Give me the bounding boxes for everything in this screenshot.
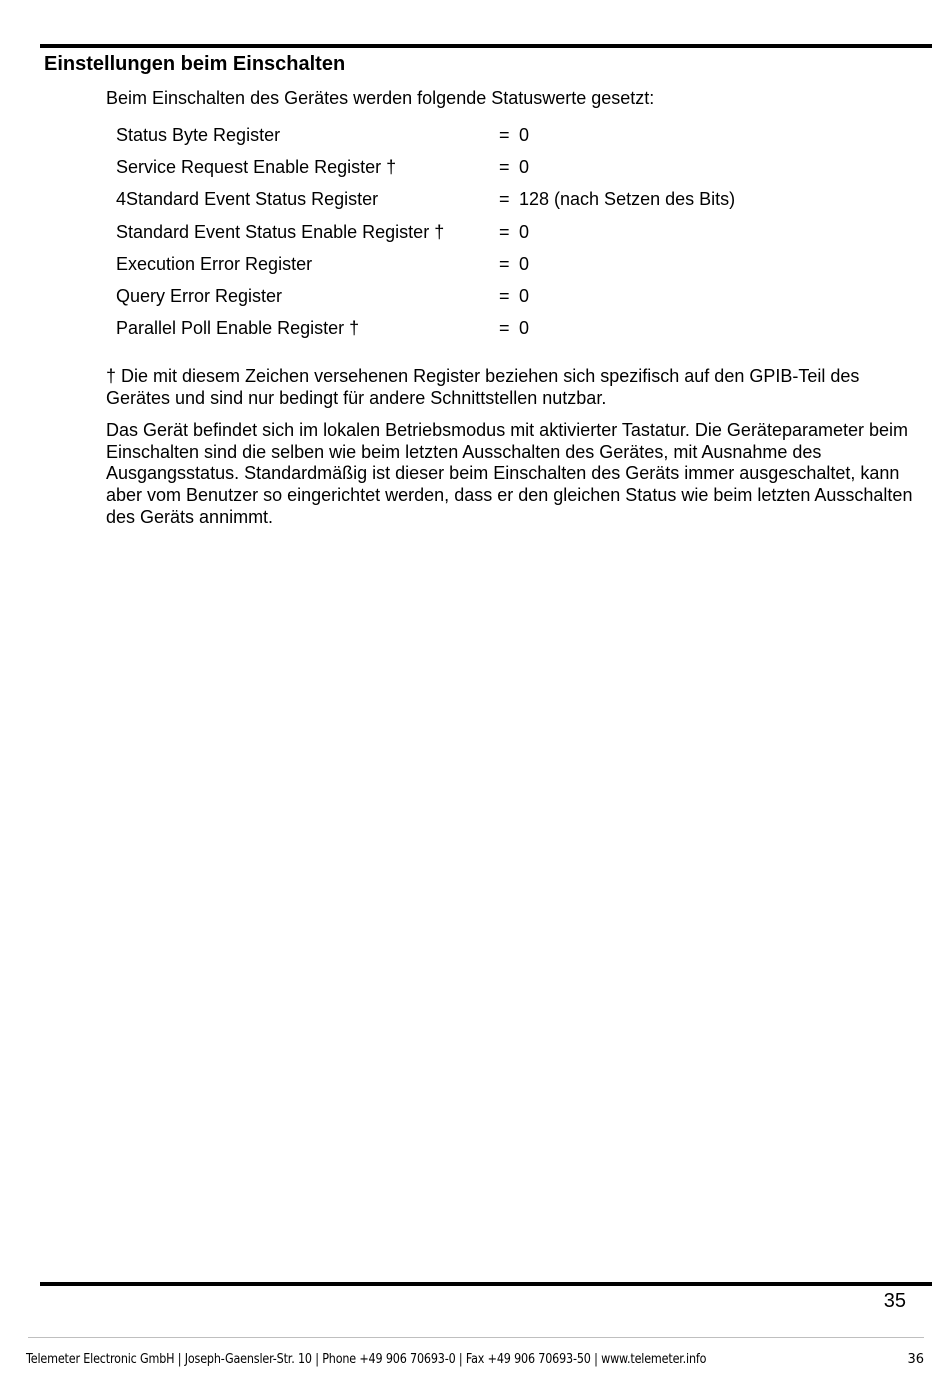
register-row xyxy=(116,121,816,153)
top-rule xyxy=(40,44,932,48)
register-value: 128 (nach Setzen des Bits) xyxy=(519,189,736,210)
equals-sign: = xyxy=(499,285,510,306)
register-name: Parallel Poll Enable Register † xyxy=(116,318,360,339)
register-row xyxy=(116,218,816,250)
register-name: Service Request Enable Register † xyxy=(116,157,397,178)
register-row xyxy=(116,314,816,346)
register-name: Query Error Register xyxy=(116,285,283,306)
register-name: Standard Event Status Enable Register † xyxy=(116,221,445,242)
register-value: 0 xyxy=(519,125,530,145)
footer-divider xyxy=(28,1337,924,1338)
register-row xyxy=(116,185,816,217)
register-row xyxy=(116,282,816,314)
equals-sign: = xyxy=(499,221,510,242)
footnote-text: † Die mit diesem Zeichen versehenen Register beziehen sich spezifisch auf den GPIB-Teil des Gerätes und sind nur bedingt für andere Schnittstellen nutzbar. xyxy=(106,366,860,408)
register-value: 0 xyxy=(519,253,530,274)
register-name: 4Standard Event Status Register xyxy=(116,189,379,210)
equals-sign: = xyxy=(499,125,510,145)
manual-page-number: 35 xyxy=(883,1290,906,1307)
register-value: 0 xyxy=(519,157,530,178)
equals-sign: = xyxy=(499,318,510,339)
manual-page-number-clip xyxy=(870,1289,920,1307)
register-row xyxy=(116,250,816,282)
register-row xyxy=(116,153,816,185)
register-name: Execution Error Register xyxy=(116,253,313,274)
equals-sign: = xyxy=(499,253,510,274)
intro-text: Beim Einschalten des Gerätes werden folgende Statuswerte gesetzt: xyxy=(106,88,655,108)
equals-sign: = xyxy=(499,189,510,210)
footer-contact: Telemeter Electronic GmbH | Joseph-Gaensler-Str. 10 | Phone +49 906 70693-0 | Fax +49 906 70693-50 | www.telemeter.info xyxy=(26,1352,707,1367)
register-table xyxy=(116,121,816,346)
footer-page-number: 36 xyxy=(907,1352,924,1367)
register-value: 0 xyxy=(519,318,530,339)
register-value: 0 xyxy=(519,285,530,306)
section-heading: Einstellungen beim Einschalten xyxy=(44,53,346,75)
register-name: Status Byte Register xyxy=(116,125,281,145)
register-value: 0 xyxy=(519,221,530,242)
equals-sign: = xyxy=(499,157,510,178)
bottom-rule xyxy=(40,1282,932,1286)
body-paragraph: Das Gerät befindet sich im lokalen Betriebsmodus mit aktivierter Tastatur. Die Geräteparameter beim Einschalten sind die selben wie beim letzten Ausschalten des Gerätes, mit Ausnahme des Ausgangsstatus. Standardmäßig ist dieser beim Einschalten des Geräts immer ausgeschaltet, kann aber vom Benutzer so eingerichtet werden, dass er den gleichen Status wie beim letzten Ausschalten des Geräts annimmt. xyxy=(106,420,913,527)
